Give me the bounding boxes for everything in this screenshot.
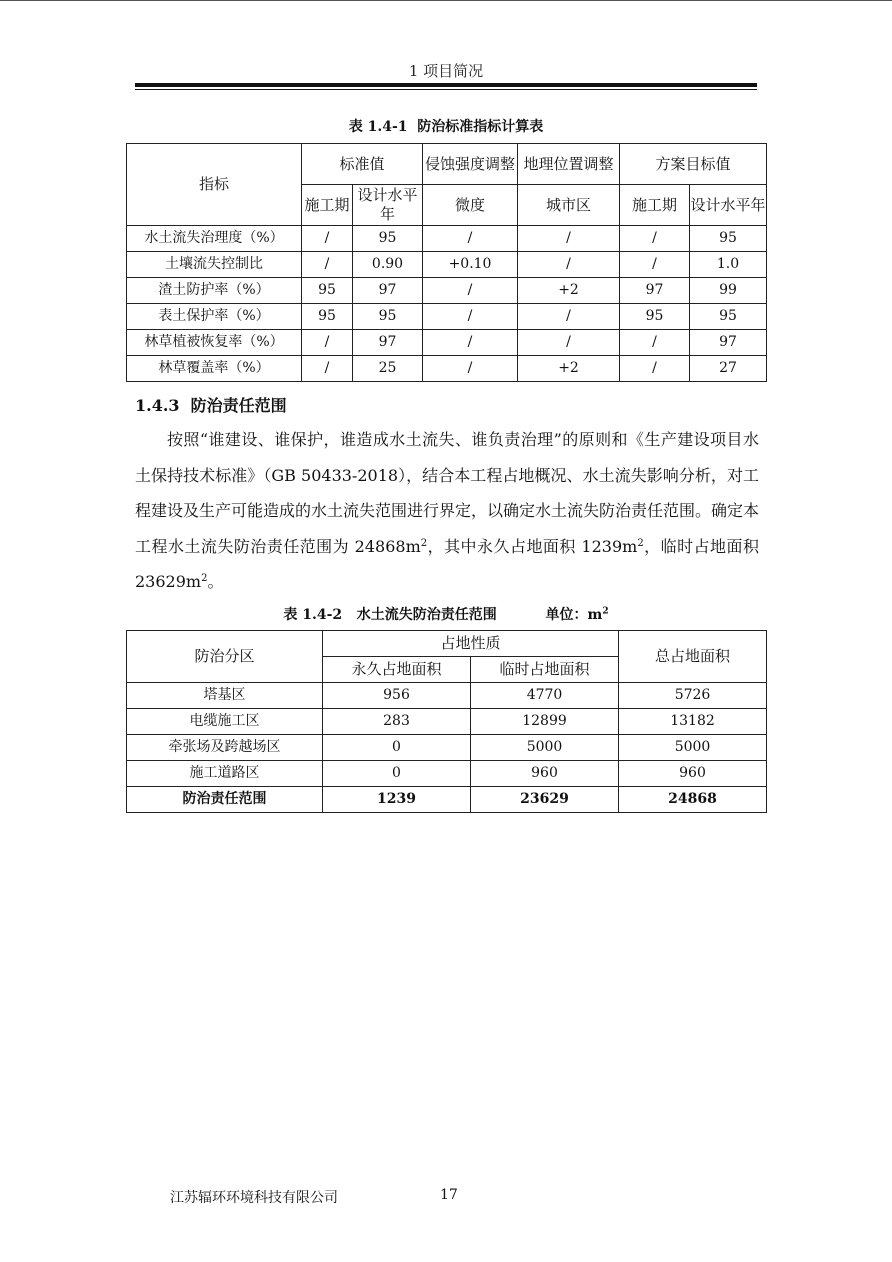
para-text: 。	[207, 572, 224, 591]
superscript: 2	[420, 537, 428, 549]
table2-title: 表 1.4-2 水土流失防治责任范围	[283, 607, 497, 623]
cell: 24868	[619, 787, 767, 813]
cell: 4770	[471, 683, 619, 709]
cell: /	[620, 330, 690, 356]
cell: 0.90	[353, 252, 423, 278]
running-header: 1 项目简况	[408, 62, 484, 80]
header-rule-thin	[135, 89, 757, 90]
cell: /	[518, 330, 620, 356]
cell: 5000	[619, 735, 767, 761]
header-location-adjust: 地理位置调整	[518, 144, 620, 185]
cell: 13182	[619, 709, 767, 735]
table-row	[127, 761, 767, 787]
cell: 95	[690, 304, 767, 330]
table-row	[127, 226, 767, 252]
header-indicator: 指标	[127, 144, 302, 226]
header-total-area: 总占地面积	[619, 631, 767, 683]
table2-caption	[0, 604, 892, 624]
header-permanent-area: 永久占地面积	[323, 657, 471, 683]
header-erosion-adjust: 侵蚀强度调整	[423, 144, 518, 185]
table-row	[127, 252, 767, 278]
cell: 0	[323, 735, 471, 761]
cell: 99	[690, 278, 767, 304]
cell: 97	[690, 330, 767, 356]
cell: +2	[518, 278, 620, 304]
unit-superscript: 2	[602, 606, 609, 617]
header-construction: 施工期	[302, 185, 353, 226]
header-standard: 标准值	[302, 144, 423, 185]
header-target-design: 设计水平年	[690, 185, 767, 226]
cell: /	[423, 304, 518, 330]
cell: 塔基区	[127, 683, 323, 709]
cell: /	[302, 356, 353, 382]
cell: 956	[323, 683, 471, 709]
header-zone: 防治分区	[127, 631, 323, 683]
cell: 95	[690, 226, 767, 252]
superscript: 2	[201, 573, 208, 584]
header-temporary-area: 临时占地面积	[471, 657, 619, 683]
cell: 渣土防护率（%）	[127, 278, 302, 304]
table-row	[127, 356, 767, 382]
cell: /	[423, 226, 518, 252]
cell: /	[620, 252, 690, 278]
cell: +2	[518, 356, 620, 382]
header-target-construction: 施工期	[620, 185, 690, 226]
table-row	[127, 683, 767, 709]
cell: 97	[353, 278, 423, 304]
header-erosion-sub: 微度	[423, 185, 518, 226]
cell: 12899	[471, 709, 619, 735]
table-row	[127, 735, 767, 761]
table-row	[127, 709, 767, 735]
footer-company: 江苏辐环环境科技有限公司	[170, 1190, 338, 1206]
header-rule	[135, 83, 757, 87]
top-border	[0, 0, 892, 1]
table-row	[127, 304, 767, 330]
cell: /	[302, 252, 353, 278]
cell: 95	[620, 304, 690, 330]
cell: 95	[302, 278, 353, 304]
page-number: 17	[440, 1187, 458, 1203]
cell: /	[423, 278, 518, 304]
cell: 施工道路区	[127, 761, 323, 787]
cell: /	[423, 330, 518, 356]
cell: /	[518, 252, 620, 278]
cell: /	[302, 330, 353, 356]
prevention-standard-table	[126, 143, 767, 382]
cell: /	[423, 356, 518, 382]
table-row	[127, 330, 767, 356]
cell: +0.10	[423, 252, 518, 278]
cell: 5000	[471, 735, 619, 761]
header-design-year: 设计水平年	[353, 185, 423, 226]
cell: 95	[353, 304, 423, 330]
cell: 960	[619, 761, 767, 787]
section-heading: 1.4.3 防治责任范围	[135, 396, 287, 415]
cell: 95	[302, 304, 353, 330]
para-text: ，其中永久占地面积 1239m	[427, 536, 638, 556]
cell: 5726	[619, 683, 767, 709]
cell: 水土流失治理度（%）	[127, 226, 302, 252]
para-text: ，临时占地面积 23629m	[135, 536, 759, 591]
table-row	[127, 278, 767, 304]
cell: /	[620, 356, 690, 382]
table1-caption: 表 1.4-1 防治标准指标计算表	[348, 119, 544, 135]
cell: 0	[323, 761, 471, 787]
cell: /	[518, 226, 620, 252]
cell: /	[620, 226, 690, 252]
cell: 林草覆盖率（%）	[127, 356, 302, 382]
cell: 表土保护率（%）	[127, 304, 302, 330]
total-row	[127, 787, 767, 813]
cell: 防治责任范围	[127, 787, 323, 813]
cell: /	[518, 304, 620, 330]
cell: 283	[323, 709, 471, 735]
para-text: 按照“谁建设、谁保护，谁造成水土流失、谁负责治理”的原则和《生产建设项目水土保持技术标准》（GB 50433-2018），结合本工程占地概况、水土流失影响分析，对工程建设及生产可能造成的水土流失范围进行界定，以确定水土流失防治责任范围。确定本工程水土流失防治责任范围为 24868m	[135, 430, 760, 556]
cell: 97	[620, 278, 690, 304]
cell: 林草植被恢复率（%）	[127, 330, 302, 356]
body-paragraph	[135, 422, 759, 600]
cell: 牵张场及跨越场区	[127, 735, 323, 761]
cell: 电缆施工区	[127, 709, 323, 735]
header-land-nature: 占地性质	[323, 631, 619, 657]
header-location-sub: 城市区	[518, 185, 620, 226]
cell: 960	[471, 761, 619, 787]
cell: 95	[353, 226, 423, 252]
responsibility-scope-table	[126, 630, 767, 813]
cell: 25	[353, 356, 423, 382]
cell: 1.0	[690, 252, 767, 278]
cell: 23629	[471, 787, 619, 813]
header-target: 方案目标值	[620, 144, 767, 185]
cell: /	[302, 226, 353, 252]
cell: 97	[353, 330, 423, 356]
cell: 27	[690, 356, 767, 382]
unit-label: 单位：m	[545, 607, 603, 623]
cell: 土壤流失控制比	[127, 252, 302, 278]
superscript: 2	[637, 537, 644, 549]
cell: 1239	[323, 787, 471, 813]
